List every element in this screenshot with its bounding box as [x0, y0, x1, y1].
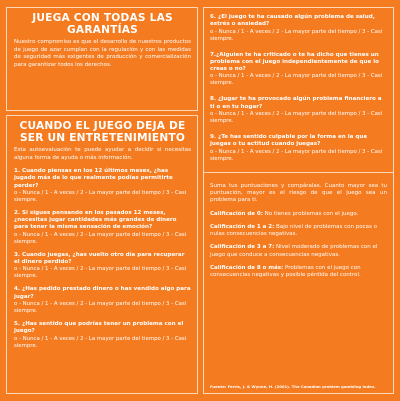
score-row — [210, 224, 387, 239]
score-row — [210, 211, 387, 218]
right-column — [203, 7, 394, 394]
score-label: Calificación de 8 o más: — [210, 265, 284, 272]
question-item — [14, 252, 191, 281]
score-row — [210, 265, 387, 280]
question-item — [210, 134, 387, 163]
question-text: 2. Si sigues pensando en los pasados 12 meses, ¿necesitas jugar cantidades más grandes de dinero para tener la misma sensación de emoción? — [14, 209, 177, 231]
score-row — [210, 244, 387, 259]
score-label: Calificación de 3 a 7: — [210, 244, 275, 251]
question-options: o - Nunca / 1 - A veces / 2 - La mayor parte del tiempo / 3 - Casi siempre. — [210, 111, 383, 125]
question-options: o - Nunca / 1 - A veces / 2 - La mayor parte del tiempo / 3 - Casi siempre. — [210, 28, 383, 42]
question-text: 9. ¿Te has sentido culpable por la forma en la que juegas o tu actitud cuando juegas? — [210, 134, 368, 148]
score-description: Problemas con el juego con consecuencias negativas y posible pérdida del control. — [210, 265, 361, 279]
guarantees-body: Nuestro compromiso es que el desarrollo de nuestros productos de juego de azar cumplan con la regulación y con las medidas de seguridad más exigentes de producción y comercialización para garantizar todos los derechos. — [14, 39, 191, 68]
question-text: 7.¿Alguien te ha criticado o te ha dicho que tienes un problema con el juego independientemente de que lo creas o no? — [210, 51, 380, 73]
question-item — [210, 96, 387, 125]
question-text: 6. ¿El juego te ha causado algún problema de salud, estrés o ansiedad? — [210, 14, 375, 28]
score-description: Nivel moderado de problemas con el juego que conduce a consecuencias negativas. — [210, 244, 378, 258]
question-options: o - Nunca / 1 - A veces / 2 - La mayor parte del tiempo / 3 - Casi siempre. — [14, 266, 187, 280]
guarantees-title: JUEGA CON TODAS LAS GARANTÍAS — [32, 12, 173, 36]
question-options: o - Nunca / 1 - A veces / 2 - La mayor parte del tiempo / 3 - Casi siempre. — [210, 73, 383, 87]
question-options: o - Nunca / 1 - A veces / 2 - La mayor parte del tiempo / 3 - Casi siempre. — [14, 335, 187, 349]
source-citation: Fuente: Ferris, J. & Wynne, H. (2001). The Canadian problem gambling index. — [210, 384, 376, 389]
question-item — [210, 52, 387, 88]
question-options: o - Nunca / 1 - A veces / 2 - La mayor parte del tiempo / 3 - Casi siempre. — [14, 231, 187, 245]
section-divider — [204, 172, 393, 173]
sum-instructions: Suma tus puntuaciones y compáralas. Cuanto mayor sea tu puntuación, mayor es el riesgo de que el juego sea un problema para ti. — [210, 182, 387, 204]
left-column — [6, 7, 198, 394]
score-label: Calificación de 0: — [210, 210, 263, 217]
question-text: 1. Cuando piensas en los 12 últimos meses, ¿has jugado más de lo que realmente podías permitirte perder? — [14, 168, 173, 189]
question-options: o - Nunca / 1 - A veces / 2 - La mayor parte del tiempo / 3 - Casi siempre. — [14, 300, 187, 314]
self-assessment-box — [6, 115, 198, 394]
question-text: 3. Cuando juegas, ¿has vuelto otro día para recuperar el dinero perdido? — [14, 251, 185, 266]
question-text: 4. ¿Has pedido prestado dinero o has vendido algo para jugar? — [14, 286, 191, 300]
score-label: Calificación de 1 a 2: — [210, 223, 275, 230]
question-options: o - Nunca / 1 - A veces / 2 - La mayor parte del tiempo / 3 - Casi siempre. — [210, 148, 383, 162]
question-text: 5. ¿Has sentido que podrías tener un problema con el juego? — [14, 320, 184, 335]
question-text: 8. ¿Jugar te ha provocado algún problema financiero a ti o en tu hogar? — [210, 96, 382, 110]
question-item — [14, 286, 191, 315]
question-item — [14, 210, 191, 246]
guarantees-box — [6, 7, 198, 111]
question-item — [210, 14, 387, 43]
self-assessment-title: CUANDO EL JUEGO DEJA DE SER UN ENTRETENIMIENTO — [19, 120, 186, 144]
self-assessment-intro: Esta autoevaluación te puede ayudar a decidir si necesitas alguna forma de ayuda o más información. — [14, 147, 191, 161]
question-item — [14, 321, 191, 350]
question-item — [14, 168, 191, 204]
question-options: o - Nunca / 1 - A veces / 2 - La mayor parte del tiempo / 3 - Casi siempre. — [14, 189, 187, 203]
score-description: Bajo nivel de problemas con pocas o nulas consecuencias negativas. — [210, 223, 377, 238]
score-description: No tienes problemas con el juego. — [262, 210, 359, 217]
